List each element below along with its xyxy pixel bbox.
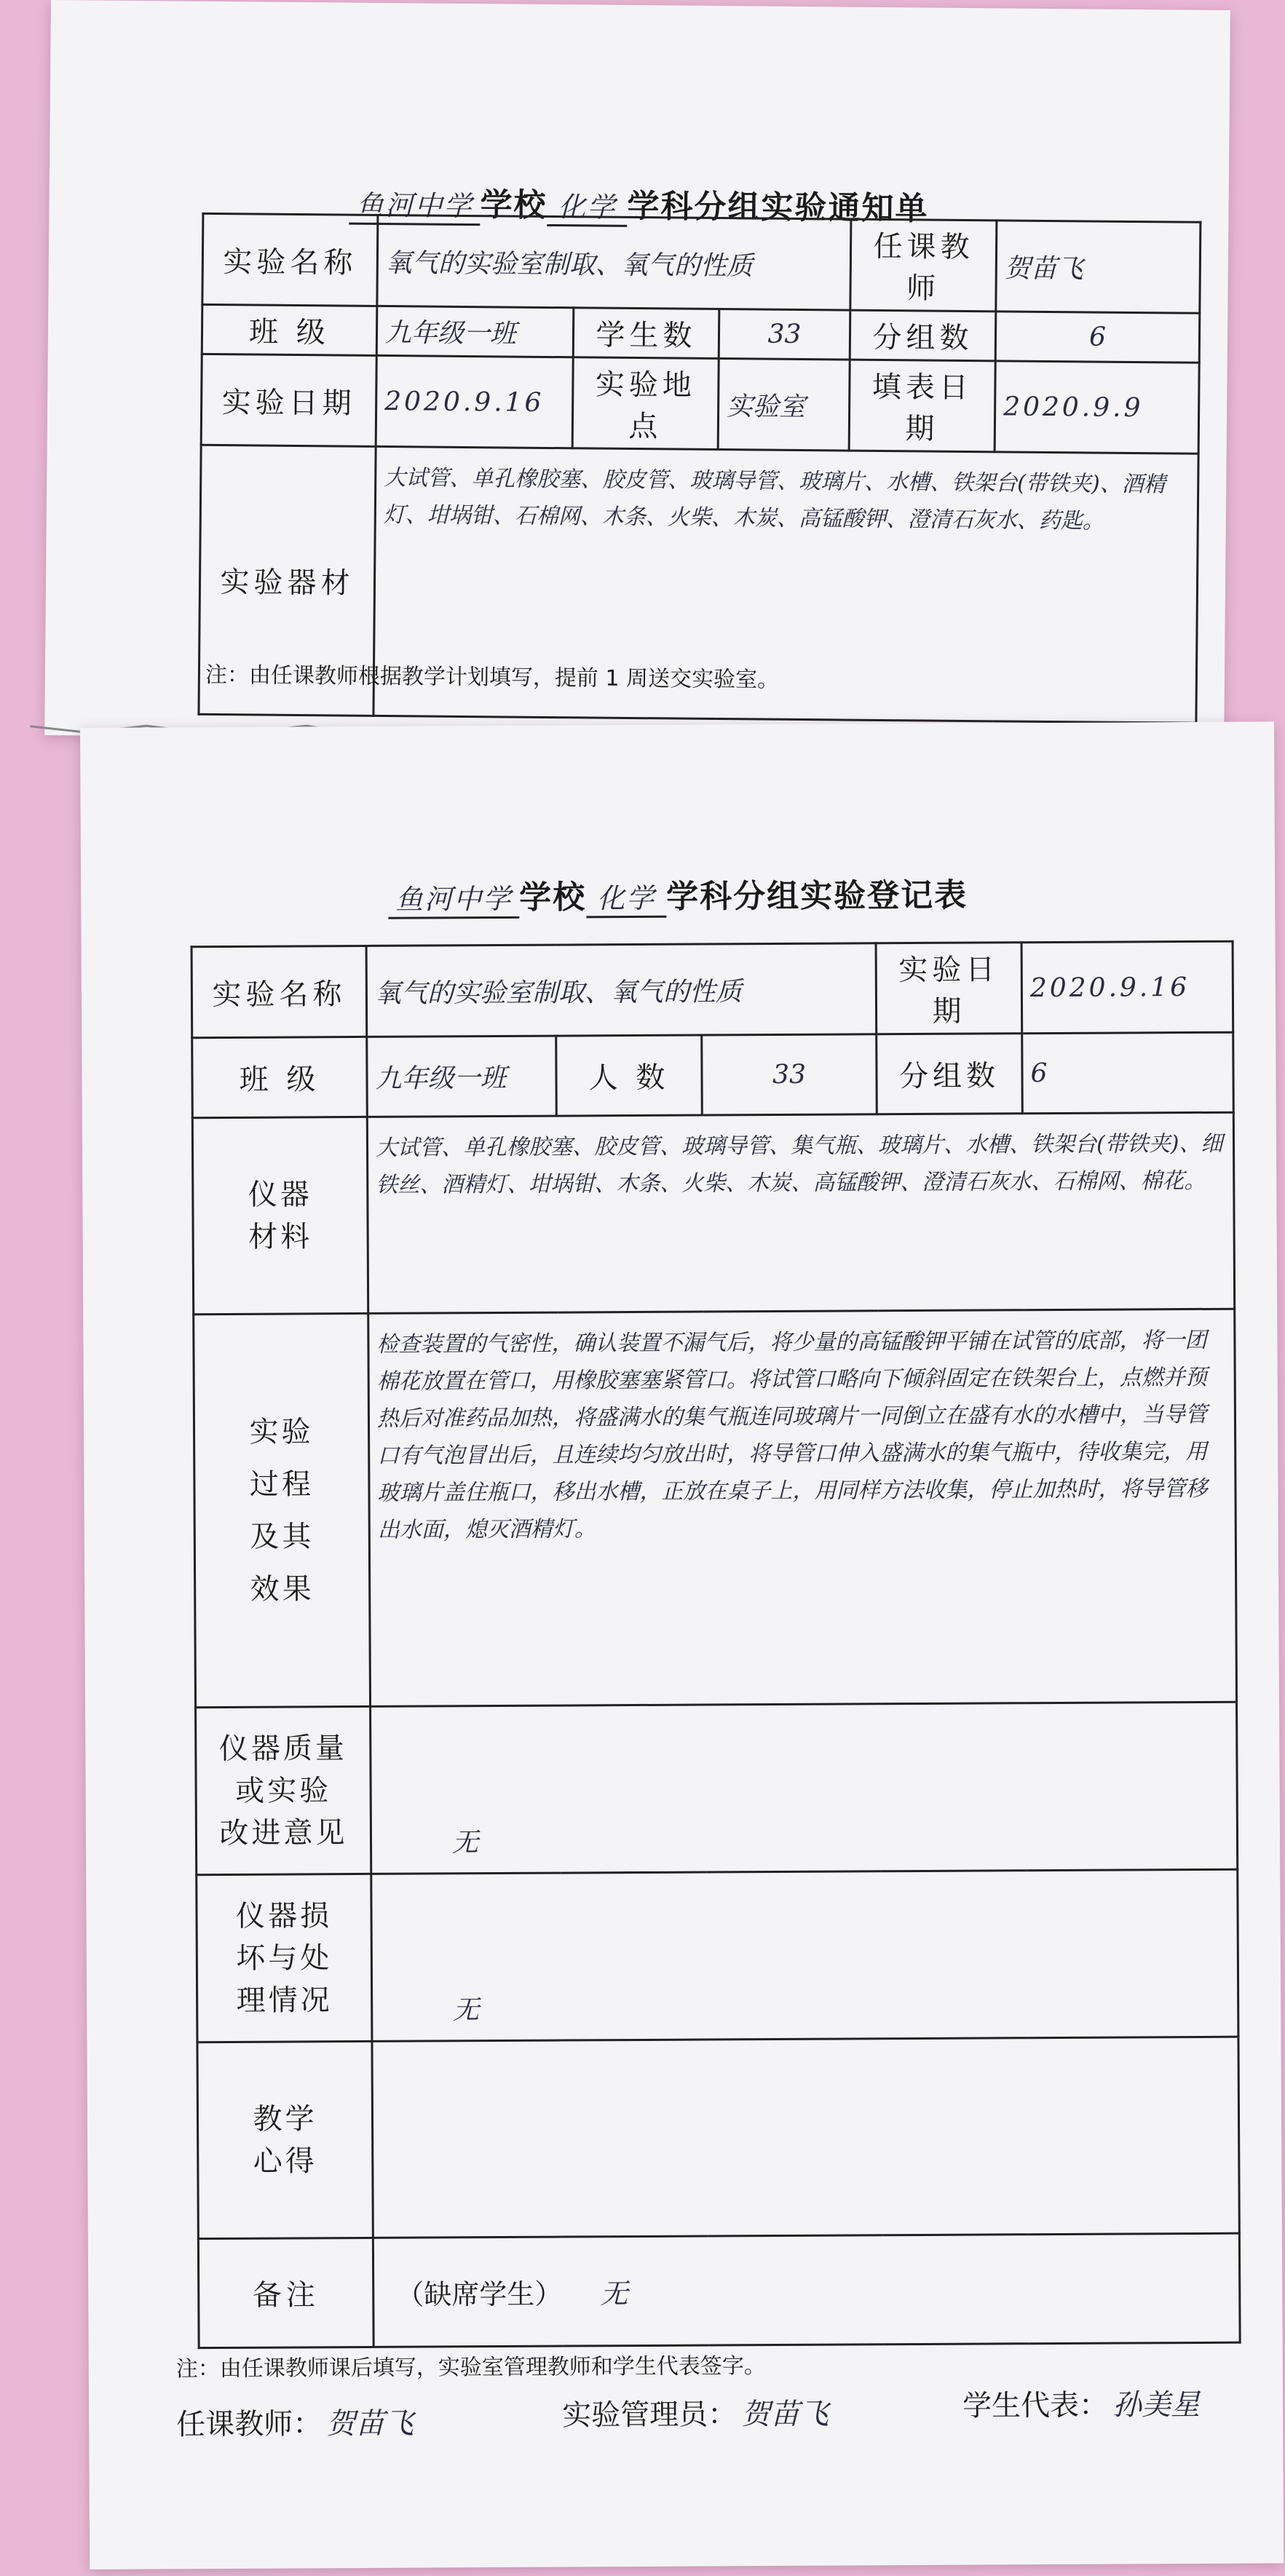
notice-groups: 6: [995, 312, 1200, 362]
notice-title-suffix: 学科分组实验通知单: [627, 187, 929, 228]
reg-label-damage-3: 理情况: [236, 1983, 333, 2018]
reg-label-teaching: [197, 2041, 373, 2238]
reg-quality: 无: [371, 1702, 1238, 1874]
notice-location: 实验室: [718, 359, 850, 451]
reg-teaching: [372, 2037, 1239, 2238]
reg-label-people: 人 数: [556, 1035, 703, 1116]
notice-sheet: [44, 0, 1230, 745]
register-row-remarks: [198, 2233, 1240, 2347]
teacher-signature-label: 任课教师：: [176, 2407, 323, 2442]
label-fill-date: 填表日期: [849, 360, 995, 452]
reg-label-quality-2: 或实验: [235, 1773, 332, 1808]
reg-label-damage-1: 仪器损: [235, 1898, 333, 1933]
reg-label-experiment-name: 实验名称: [191, 946, 367, 1037]
reg-people: 33: [702, 1034, 877, 1115]
register-footnote: 注：由任课教师课后填写，实验室管理教师和学生代表签字。: [175, 2353, 766, 2382]
register-row-class: [192, 1032, 1234, 1117]
label-groups: 分组数: [850, 310, 996, 361]
reg-label-equipment-2: 材料: [248, 1219, 313, 1254]
reg-label-groups: 分组数: [877, 1034, 1023, 1114]
student-signature-label: 学生代表：: [962, 2388, 1109, 2423]
label-class: 班 级: [202, 304, 377, 355]
register-row-name: [191, 941, 1233, 1037]
reg-label-remarks: 备注: [198, 2238, 373, 2347]
reg-equipment: 大试管、单孔橡胶塞、胶皮管、玻璃导管、集气瓶、玻璃片、水槽、铁架台(带铁夹)、细铁丝、酒精灯、坩埚钳、木条、火柴、木炭、高锰酸钾、澄清石灰水、石棉网、棉花。: [367, 1112, 1234, 1313]
register-school-suffix: 学校: [519, 879, 587, 916]
reg-label-quality-3: 改进意见: [219, 1815, 348, 1850]
reg-label-teaching-1: 教学: [253, 2101, 317, 2136]
reg-remarks-prefix: （缺席学生）: [396, 2278, 563, 2311]
reg-date: 2020.9.16: [1021, 941, 1233, 1034]
reg-label-process-2: 过程: [249, 1467, 315, 1502]
label-equipment: 实验器材: [199, 445, 376, 716]
reg-label-process-1: 实验: [249, 1414, 314, 1449]
notice-table: [197, 213, 1201, 724]
reg-label-process: [194, 1313, 371, 1707]
reg-label-quality-1: 仪器质量: [218, 1731, 347, 1766]
student-signature: 孙美星: [1112, 2387, 1201, 2422]
reg-label-quality: [196, 1706, 371, 1874]
register-title-suffix: 学科分组实验登记表: [666, 876, 968, 916]
notice-date: 2020.9.16: [376, 355, 573, 448]
register-row-damage: [197, 1869, 1238, 2042]
register-table: [191, 940, 1241, 2349]
notice-subject: 化学: [547, 184, 628, 227]
reg-process: 检查装置的气密性，确认装置不漏气后，将少量的高锰酸钾平铺在试管的底部，将一团棉花放置在管口，用橡胶塞塞紧管口。将试管口略向下倾斜固定在铁架台上，点燃并预热后对准药品加热，将盛满水的集气瓶连同玻璃片一同倒立在盛有水的水槽中，当导管口有气泡冒出后，且连续均匀放出时，将导管口伸入盛满水的集气瓶中，待收集完，用玻璃片盖住瓶口，移出水槽，正放在桌子上，用同样方法收集，停止加热时，将导管移出水面，熄灭酒精灯。: [368, 1309, 1237, 1706]
reg-label-equipment-1: 仪器: [248, 1177, 312, 1212]
notice-class: 九年级一班: [376, 306, 574, 357]
student-signature-block: [962, 2382, 1200, 2425]
reg-label-class: 班 级: [192, 1037, 368, 1117]
reg-remarks-cell: [373, 2233, 1240, 2347]
register-title: [81, 867, 1275, 921]
reg-label-damage-2: 坏与处: [236, 1941, 333, 1975]
label-students: 学生数: [573, 308, 719, 359]
notice-fill-date: 2020.9.9: [995, 361, 1199, 453]
register-row-quality: [196, 1702, 1238, 1874]
reg-experiment-name: 氧气的实验室制取、氧气的性质: [366, 943, 877, 1037]
reg-label-process-3: 及其: [250, 1519, 315, 1554]
reg-damage: 无: [371, 1869, 1238, 2041]
reg-label-teaching-2: 心得: [253, 2144, 317, 2179]
notice-row-class: [202, 304, 1200, 362]
admin-signature: 贺苗飞: [741, 2397, 829, 2432]
notice-school-suffix: 学校: [480, 186, 547, 224]
notice-row-name: [202, 213, 1201, 313]
notice-row-date: [201, 354, 1199, 453]
reg-class: 九年级一班: [367, 1036, 557, 1117]
register-row-equipment: [192, 1112, 1234, 1314]
teacher-signature-block: [176, 2401, 414, 2444]
notice-equipment: 大试管、单孔橡胶塞、胶皮管、玻璃导管、玻璃片、水槽、铁架台(带铁夹)、酒精灯、坩埚钳、石棉网、木条、火柴、木炭、高锰酸钾、澄清石灰水、药匙。: [373, 446, 1198, 723]
label-location: 实验地点: [572, 357, 719, 450]
register-row-teaching: [197, 2037, 1239, 2238]
register-subject: 化学: [586, 876, 666, 919]
notice-students: 33: [719, 309, 850, 360]
reg-groups: 6: [1022, 1032, 1234, 1114]
notice-teacher: 贺苗飞: [996, 221, 1201, 313]
admin-signature-block: [562, 2391, 829, 2434]
label-teacher: 任课教师: [850, 219, 997, 312]
reg-label-date: 实验日期: [876, 943, 1022, 1034]
notice-footnote: 注：由任课教师根据教学计划填写，提前 1 周送交实验室。: [205, 662, 780, 693]
label-experiment-name: 实验名称: [202, 213, 378, 306]
register-row-process: [194, 1309, 1237, 1707]
reg-remarks: 无: [600, 2278, 628, 2310]
admin-signature-label: 实验管理员：: [562, 2398, 738, 2433]
teacher-signature: 贺苗飞: [326, 2406, 414, 2441]
notice-school: 鱼河中学: [349, 183, 481, 226]
label-date: 实验日期: [201, 354, 376, 446]
register-sheet: [80, 721, 1284, 2569]
reg-label-process-4: 效果: [250, 1572, 315, 1606]
register-school: 鱼河中学: [388, 876, 519, 919]
reg-label-damage: [197, 1874, 372, 2042]
reg-label-equipment: [192, 1117, 368, 1314]
notice-experiment-name: 氧气的实验室制取、氧气的性质: [377, 215, 851, 310]
